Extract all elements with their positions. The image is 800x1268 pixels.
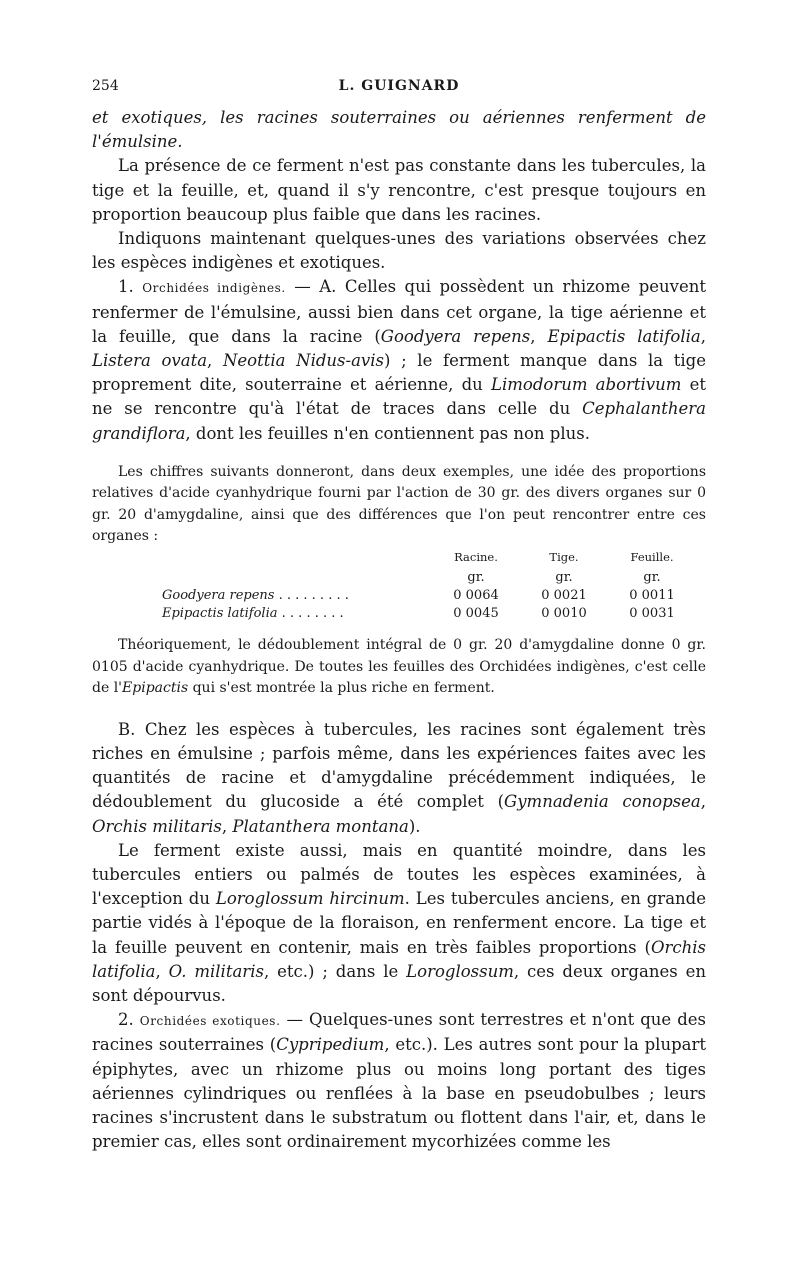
table-row: Goodyera repens . . . . . . . . . 0 0064 0 0021 0 0011 xyxy=(162,585,696,603)
table-cell: 0 0064 xyxy=(453,588,499,604)
paragraph-variations: Indiquons maintenant quelques-unes des variations observées chez les espèces indigènes et exotiques. xyxy=(92,229,706,273)
table-cell: 0 0010 xyxy=(541,606,587,622)
table-cell: 0 0031 xyxy=(629,606,675,622)
column-header-tige: Tige. xyxy=(549,550,579,565)
small-print-theory: Théoriquement, le dédoublement intégral de 0 gr. 20 d'amygdaline donne 0 gr. 0105 d'acide cyanhydrique. De toutes les feuilles des Orchidées indigènes, c'est celle de l'Epipactis qui s'est montrée la plus riche en ferment. xyxy=(92,637,706,697)
page xyxy=(92,78,706,1154)
table-cell: 0 0045 xyxy=(453,606,499,622)
table-cell: 0 0021 xyxy=(541,588,587,604)
unit-label: gr. xyxy=(555,570,573,586)
running-head-author: L. GUIGNARD xyxy=(338,78,460,94)
row-species-name: Epipactis latifolia xyxy=(162,606,278,622)
unit-label: gr. xyxy=(467,570,485,586)
column-header-feuille: Feuille. xyxy=(630,550,674,565)
small-print-block xyxy=(92,462,706,700)
page-number: 254 xyxy=(92,78,119,94)
paragraph-orchidees-indigenes: 1. Orchidées indigènes. — A. Celles qui possèdent un rhizome peuvent renfermer de l'émulsine, aussi bien dans cet organe, la tige aérienne et la feuille, que dans la racine (Goodyera repens, Epipactis latifolia, Listera ovata, Neottia Nidus-avis) ; le ferment manque dans la tige proprement dite, souterraine et aérienne, du Limodorum abortivum et ne se rencontre qu'à l'état de traces dans celle du Cephalanthera grandiflora, dont les feuilles n'en contiennent pas non plus. xyxy=(92,277,706,443)
paragraph-orchidees-exotiques: 2. Orchidées exotiques. — Quelques-unes sont terrestres et n'ont que des racines souterraines (Cypripedium, etc.). Les autres sont pour la plupart épiphytes, avec un rhizome plus ou moins long portant des tiges aériennes cylindriques ou renflées à la base en pseudobulbes ; leurs racines s'incrustent dans le substratum ou flottent dans l'air, et, dans le premier cas, elles sont ordinairement mycorhizées comme les xyxy=(92,1010,706,1152)
small-print-intro: Les chiffres suivants donneront, dans deux exemples, une idée des proportions relatives d'acide cyanhydrique fourni par l'action de 30 gr. des divers organes sur 0 gr. 20 d'amygdaline, ainsi que des différences que l'on peut rencontrer entre ces organes : xyxy=(92,463,706,545)
section-heading-exotiques: Orchidées exotiques. xyxy=(139,1014,281,1029)
hcn-yield-table xyxy=(162,549,696,621)
section-heading-indigenes: Orchidées indigènes. xyxy=(142,281,286,296)
table-row: Epipactis latifolia . . . . . . . . 0 0045 0 0010 0 0031 xyxy=(162,603,696,621)
paragraph-continuation: et exotiques, les racines souterraines ou aériennes renferment de l'émulsine. xyxy=(92,108,706,152)
row-species-name: Goodyera repens xyxy=(162,588,275,604)
unit-label: gr. xyxy=(643,570,661,586)
running-header xyxy=(92,78,706,100)
paragraph-ferment-tubercules: Le ferment existe aussi, mais en quantité moindre, dans les tubercules entiers ou palmés de toutes les espèces examinées, à l'exception du Loroglossum hircinum. Les tubercules anciens, en grande partie vidés à l'époque de la floraison, en renferment encore. La tige et la feuille peuvent en contenir, mais en très faibles proportions (Orchis latifolia, O. militaris, etc.) ; dans le Loroglossum, ces deux organes en sont dépourvus. xyxy=(92,840,706,1005)
paragraph-ferment-presence: La présence de ce ferment n'est pas constante dans les tubercules, la tige et la feuille, et, quand il s'y rencontre, c'est presque toujours en proportion beaucoup plus faible que dans les racines. xyxy=(92,156,706,224)
paragraph-tubercules: B. Chez les espèces à tubercules, les racines sont également très riches en émulsine ; parfois même, dans les expériences faites avec les quantités de racine et d'amygdaline précédemment indiquées, le dédoublement du glucoside a été complet (Gymnadenia conopsea, Orchis militaris, Platanthera montana). xyxy=(92,719,706,836)
table-cell: 0 0011 xyxy=(629,588,675,604)
column-header-racine: Racine. xyxy=(454,550,498,565)
